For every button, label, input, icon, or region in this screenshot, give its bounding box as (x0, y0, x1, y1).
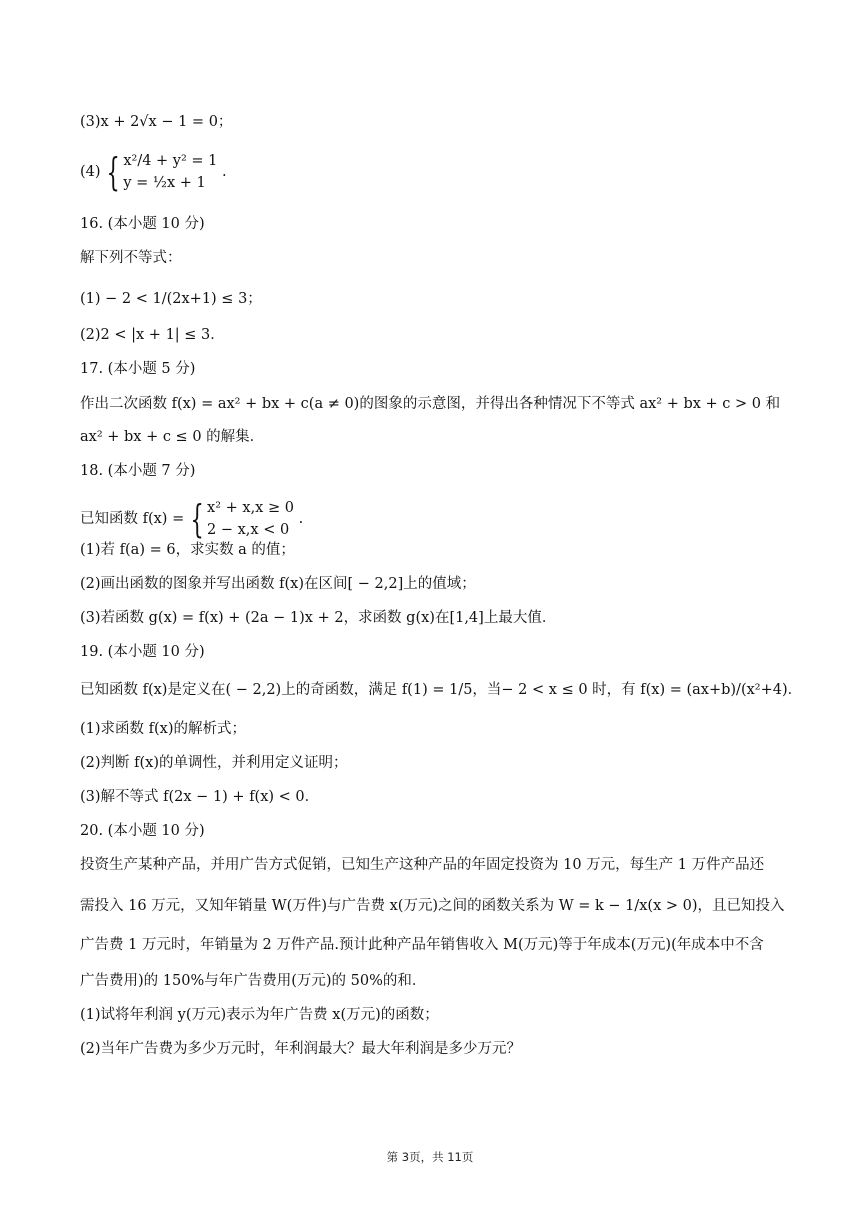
piecewise-row-1: x² + x,x ≥ 0 (207, 500, 294, 516)
problem-20-text-3: 广告费 1 万元时，年销量为 2 万件产品.预计此种产品年销售收入 M(万元)等于年成本(万元)(年成本中不含 (80, 937, 764, 953)
problem-17-text-2: ax² + bx + c ≤ 0 的解集． (80, 429, 265, 445)
piecewise-function (189, 497, 294, 541)
piecewise-row-2: 2 − x,x < 0 (207, 522, 290, 538)
problem-20-text-4: 广告费用)的 150%与年广告费用(万元)的 50%的和． (80, 973, 427, 989)
problem-18-part-3: (3)若函数 g(x) = f(x) + (2a − 1)x + 2，求函数 g(x)在[1,4]上最大值． (80, 610, 557, 626)
problem-19-part-2: (2)判断 f(x)的单调性，并利用定义证明； (80, 755, 348, 771)
problem-20-heading: 20. (本小题 10 分) (80, 823, 205, 839)
brace-icon: { (190, 497, 204, 541)
problem-19-text: 已知函数 f(x)是定义在( − 2,2)上的奇函数，满足 f(1) = 1/5，当− 2 < x ≤ 0 时，有 f(x) = (ax+b)/(x²+4)． (80, 682, 803, 698)
part-label: (4) (80, 164, 101, 180)
problem-16-part-1: (1) − 2 < 1/(2x+1) ≤ 3； (80, 291, 262, 307)
page-footer: 第 3页，共 11页 (386, 1150, 474, 1164)
problem-19-part-3: (3)解不等式 f(2x − 1) + f(x) < 0． (80, 789, 320, 805)
system-row-2: y = ½x + 1 (123, 175, 206, 191)
problem-15-part-4: (4) { x²/4 + y² = 1 y = ½x + 1 . (80, 150, 227, 194)
problem-18-heading: 18. (本小题 7 分) (80, 463, 196, 479)
problem-19-part-1: (1)求函数 f(x)的解析式； (80, 721, 247, 737)
definition-prefix: 已知函数 f(x) = (80, 511, 185, 527)
problem-17-text-1: 作出二次函数 f(x) = ax² + bx + c(a ≠ 0)的图象的示意图，并得出各种情况下不等式 ax² + bx + c > 0 和 (80, 396, 781, 412)
problem-18-part-1: (1)若 f(a) = 6，求实数 a 的值； (80, 542, 295, 558)
problem-16-part-2: (2)2 < |x + 1| ≤ 3． (80, 327, 225, 343)
problem-18-part-2: (2)画出函数的图象并写出函数 f(x)在区间[ − 2,2]上的值域； (80, 576, 476, 592)
problem-20-text-1: 投资生产某种产品，并用广告方式促销，已知生产这种产品的年固定投资为 10 万元，每生产 1 万件产品还 (80, 857, 765, 873)
problem-20-part-2: (2)当年广告费为多少万元时，年利润最大？最大年利润是多少万元？ (80, 1041, 522, 1057)
problem-20-part-1: (1)试将年利润 y(万元)表示为年广告费 x(万元)的函数； (80, 1007, 439, 1023)
system-row-1: x²/4 + y² = 1 (123, 153, 218, 169)
problem-20-text-2: 需投入 16 万元，又知年销量 W(万件)与广告费 x(万元)之间的函数关系为 W = k − 1/x(x > 0)，且已知投入 (80, 898, 785, 914)
problem-16-instruction: 解下列不等式： (80, 250, 182, 266)
problem-16-heading: 16. (本小题 10 分) (80, 216, 205, 232)
brace-icon: { (106, 150, 120, 194)
problem-15-part-3: (3)x + 2√x − 1 = 0； (80, 114, 233, 130)
problem-17-heading: 17. (本小题 5 分) (80, 361, 196, 377)
problem-19-heading: 19. (本小题 10 分) (80, 644, 205, 660)
problem-18-definition: 已知函数 f(x) = { x² + x,x ≥ 0 2 − x,x < 0 . (80, 497, 304, 541)
equation-system (105, 150, 217, 194)
